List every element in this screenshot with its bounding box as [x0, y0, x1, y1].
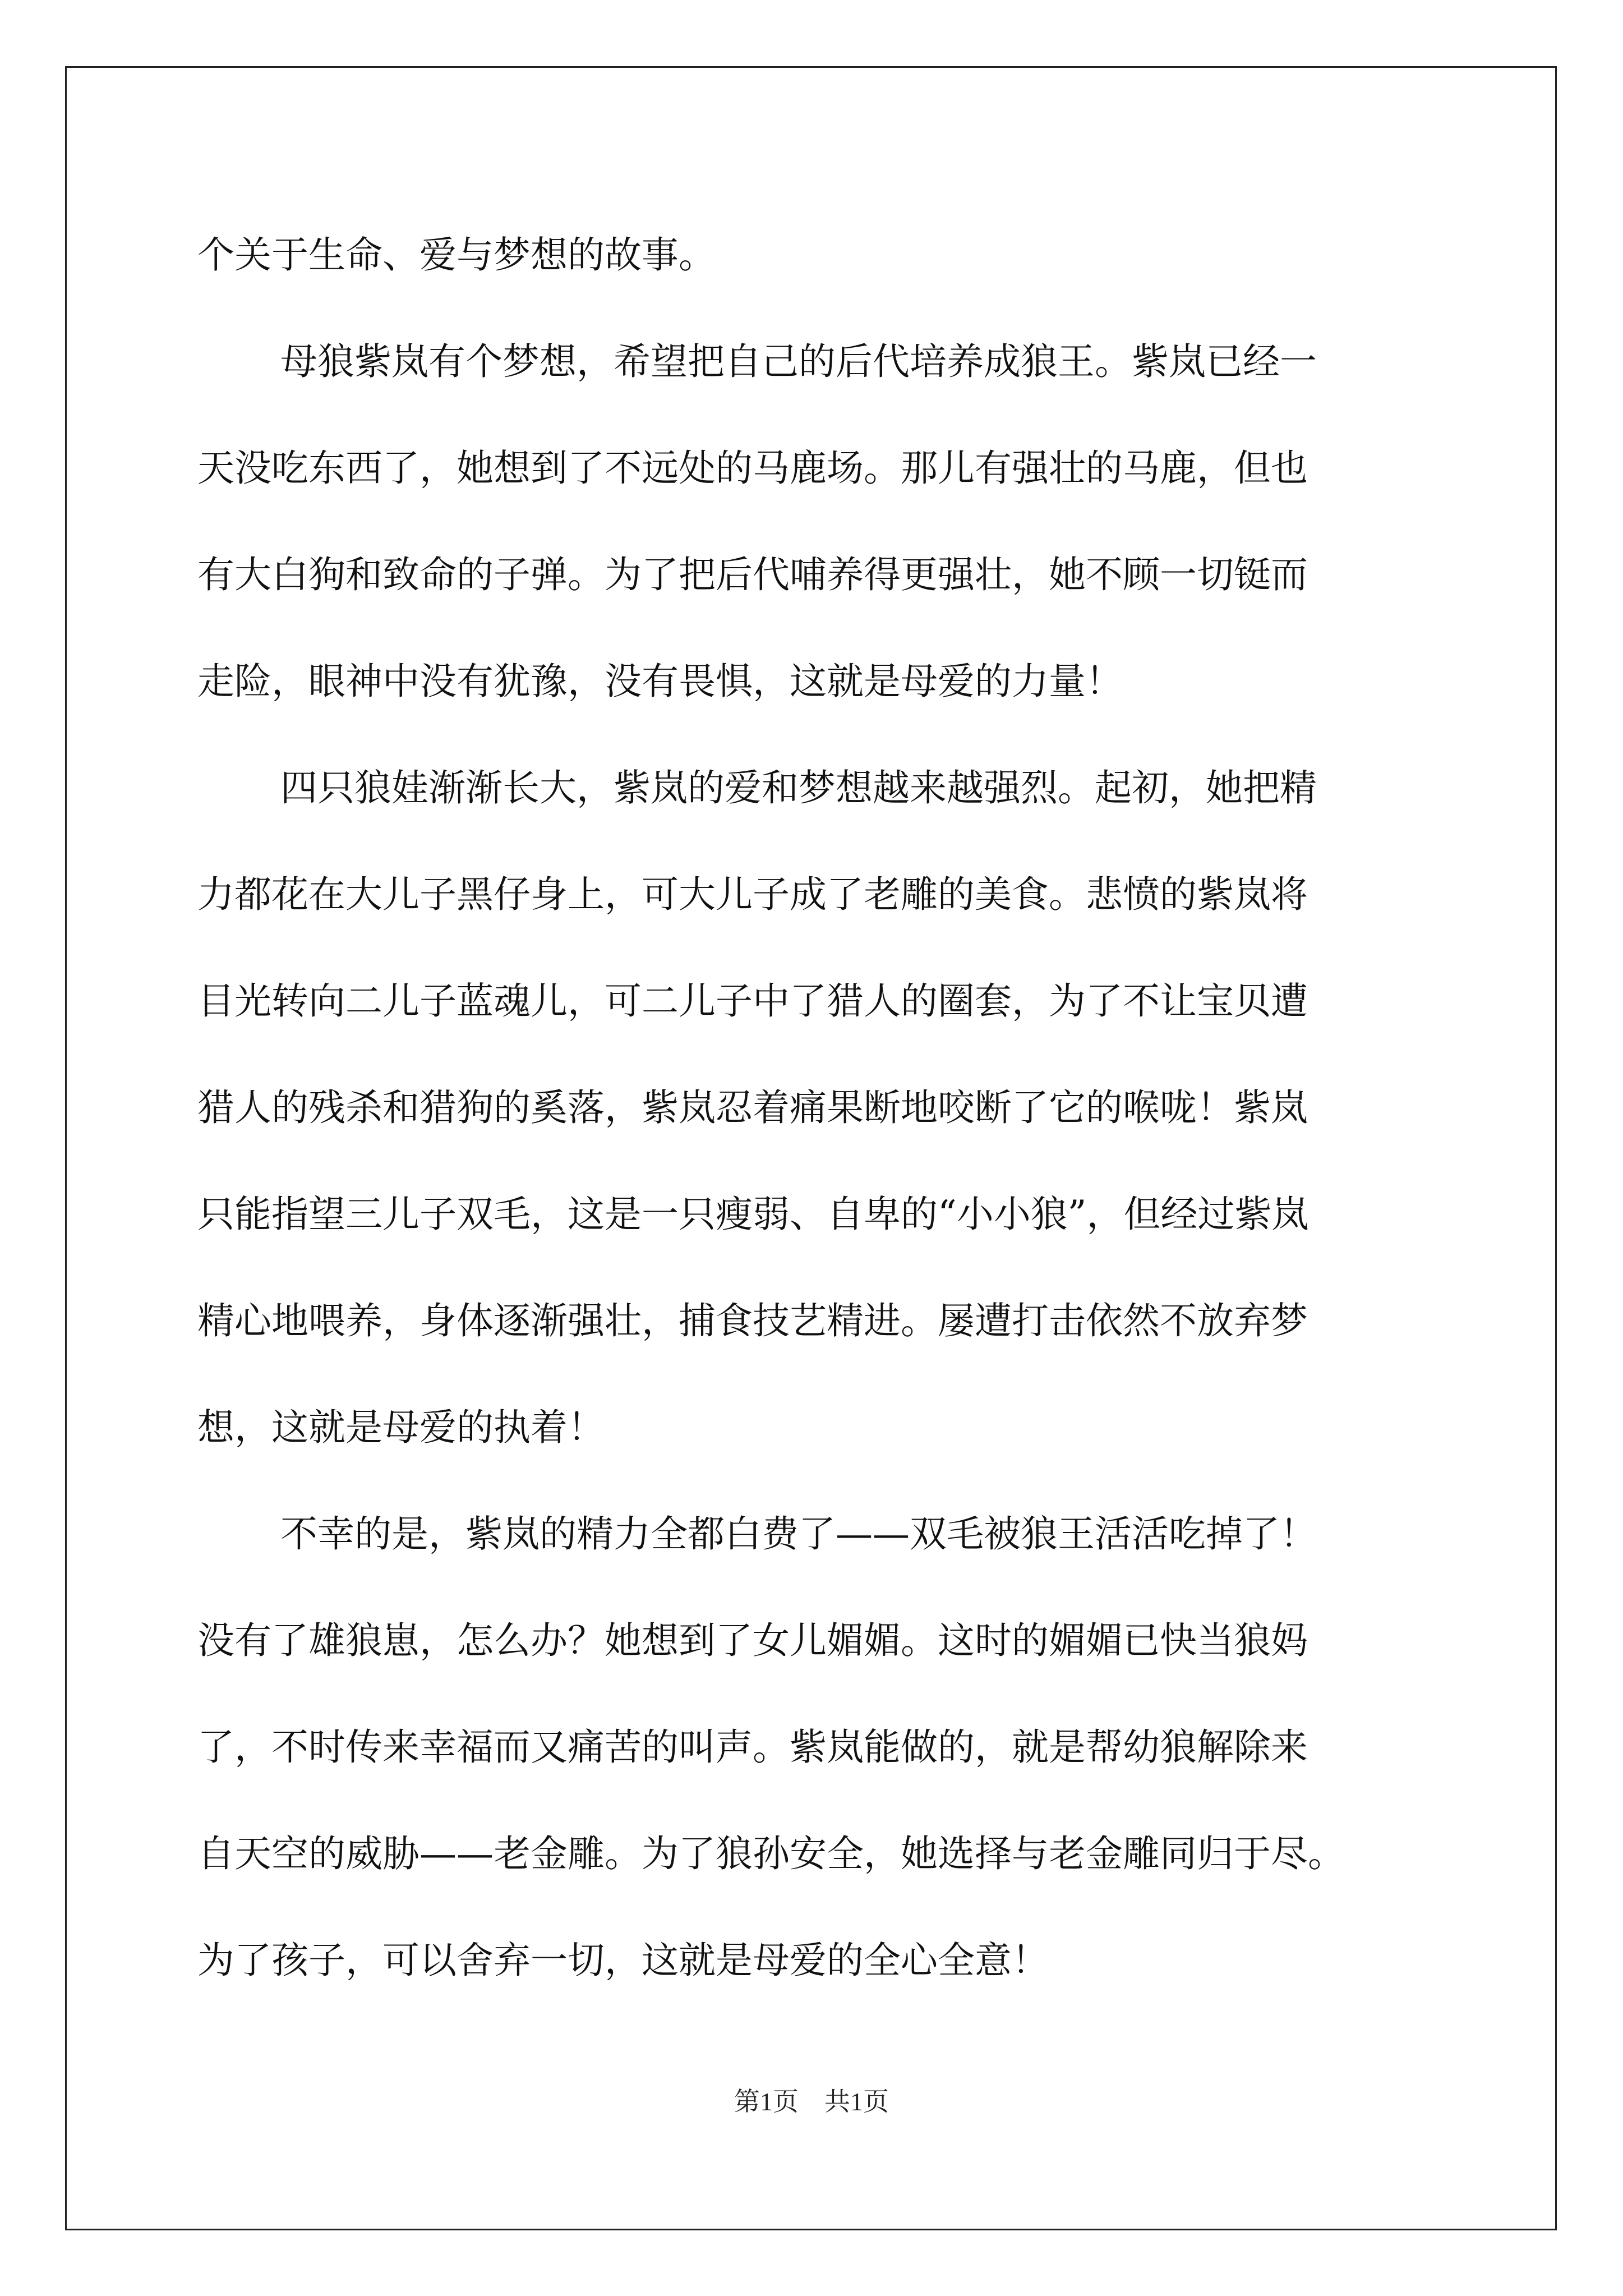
text-line: 目光转向二儿子蓝魂儿，可二儿子中了猎人的圈套，为了不让宝贝遭 — [197, 979, 1308, 1023]
text-line: 天没吃东西了，她想到了不远处的马鹿场。那儿有强壮的马鹿，但也 — [197, 447, 1308, 490]
text-line: 只能指望三儿子双毛，这是一只瘦弱、自卑的“小小狼”，但经过紫岚 — [197, 1193, 1309, 1236]
text-line: 了，不时传来幸福而又痛苦的叫声。紫岚能做的，就是帮幼狼解除来 — [197, 1726, 1308, 1769]
paragraph — [197, 735, 1487, 1481]
paragraph — [197, 1481, 1487, 2014]
text-line: 母狼紫岚有个梦想，希望把自己的后代培养成狼王。紫岚已经一 — [280, 340, 1317, 383]
text-line: 力都花在大儿子黑仔身上，可大儿子成了老雕的美食。悲愤的紫岚将 — [197, 873, 1308, 916]
text-line: 走险，眼神中没有犹豫，没有畏惧，这就是母爱的力量！ — [197, 660, 1123, 703]
text-line: 有大白狗和致命的子弹。为了把后代哺养得更强壮，她不顾一切铤而 — [197, 553, 1308, 596]
text-line: 四只狼娃渐渐长大，紫岚的爱和梦想越来越强烈。起初，她把精 — [280, 766, 1317, 809]
text-line: 不幸的是，紫岚的精力全都白费了——双毛被狼王活活吃掉了！ — [280, 1512, 1317, 1556]
document-body — [197, 202, 1487, 2014]
paragraph — [197, 202, 1487, 309]
text-line: 个关于生命、爱与梦想的故事。 — [197, 233, 716, 277]
text-line: 为了孩子，可以舍弃一切，这就是母爱的全心全意！ — [197, 1939, 1049, 1982]
page-number-footer: 第1页 共1页 — [734, 2087, 889, 2116]
text-line: 没有了雄狼崽，怎么办？她想到了女儿媚媚。这时的媚媚已快当狼妈 — [197, 1619, 1308, 1662]
text-line: 精心地喂养，身体逐渐强壮，捕食技艺精进。屡遭打击依然不放弃梦 — [197, 1299, 1308, 1342]
text-line: 想，这就是母爱的执着！ — [197, 1406, 605, 1449]
text-line: 自天空的威胁——老金雕。为了狼孙安全，她选择与老金雕同归于尽。 — [197, 1832, 1345, 1875]
paragraph — [197, 309, 1487, 735]
text-line: 猎人的残杀和猎狗的奚落，紫岚忍着痛果断地咬断了它的喉咙！紫岚 — [197, 1086, 1308, 1129]
